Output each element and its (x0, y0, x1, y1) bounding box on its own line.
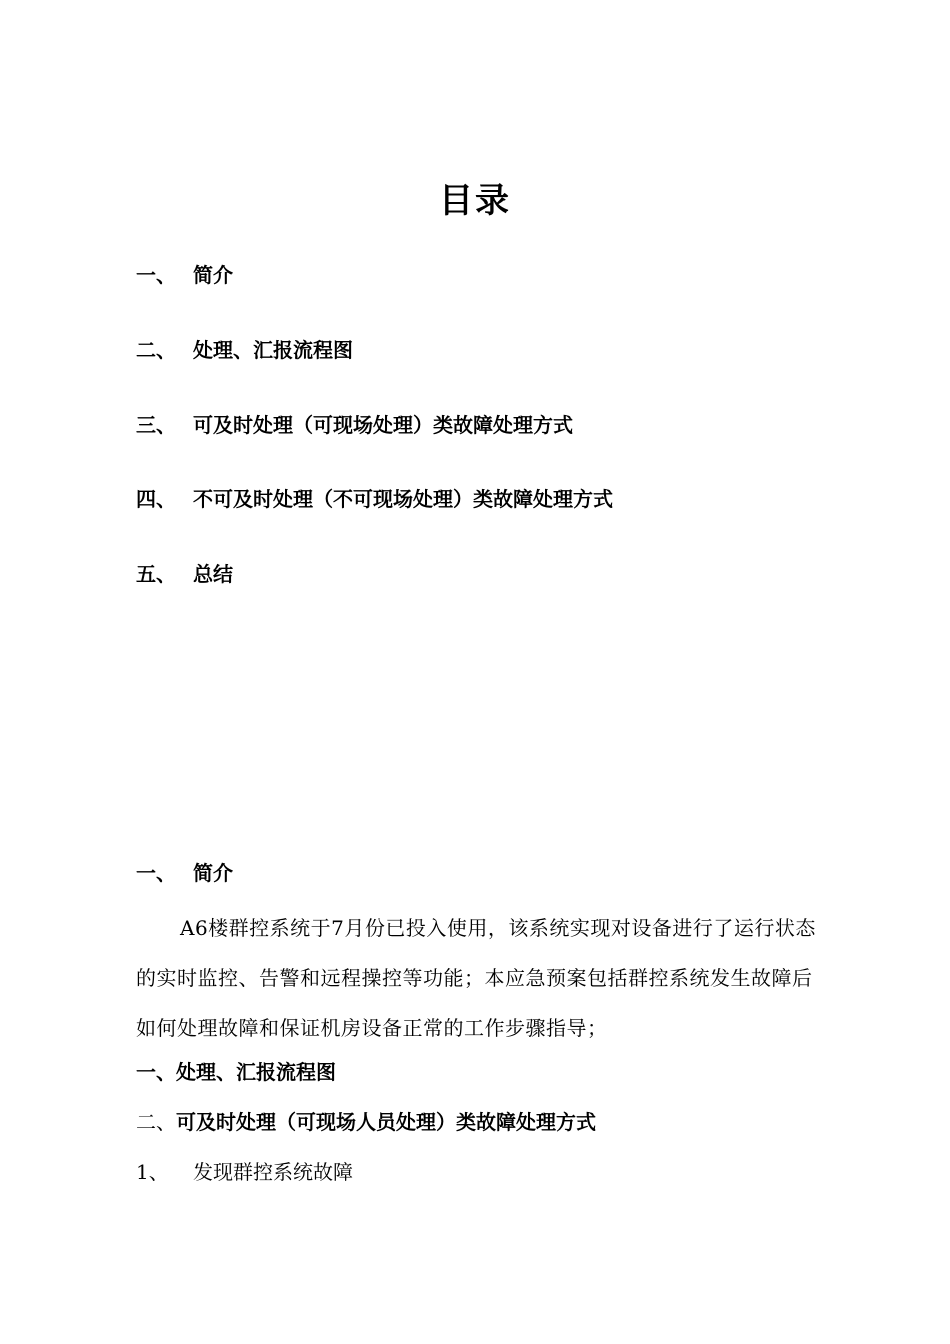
toc-item-label: 简介 (193, 263, 233, 287)
list-item-number: 1、 (136, 1160, 169, 1184)
section-two-heading (136, 1107, 596, 1137)
toc-item-label: 处理、汇报流程图 (193, 338, 353, 362)
toc-item-number: 二、 (136, 338, 176, 362)
toc-item-number: 五、 (136, 562, 176, 586)
toc-item-3 (136, 410, 573, 440)
list-item-label: 发现群控系统故障 (193, 1160, 353, 1184)
section-label: 简介 (193, 861, 233, 885)
toc-item-2 (136, 335, 353, 365)
toc-item-4 (136, 484, 613, 514)
toc-item-label: 可及时处理（可现场处理）类故障处理方式 (193, 413, 573, 437)
list-item (136, 1157, 353, 1187)
intro-heading (136, 858, 233, 888)
section-two-number: 二、 (136, 1110, 176, 1134)
flow-heading-label: 一、处理、汇报流程图 (136, 1060, 336, 1084)
toc-item-number: 三、 (136, 413, 176, 437)
toc-title: 目录 (439, 181, 511, 221)
intro-paragraph: A6楼群控系统于7月份已投入使用，该系统实现对设备进行了运行状态的实时监控、告警和远程操控等功能；本应急预案包括群控系统发生故障后如何处理故障和保证机房设备正常的工作步骤指导； (136, 916, 816, 1040)
toc-item-5 (136, 559, 233, 589)
toc-item-label: 总结 (193, 562, 233, 586)
toc-item-1 (136, 260, 233, 290)
toc-item-number: 一、 (136, 263, 176, 287)
flow-heading (136, 1057, 336, 1087)
section-two-label: 可及时处理（可现场人员处理）类故障处理方式 (176, 1110, 596, 1134)
toc-item-label: 不可及时处理（不可现场处理）类故障处理方式 (193, 487, 613, 511)
section-number: 一、 (136, 861, 176, 885)
toc-item-number: 四、 (136, 487, 176, 511)
